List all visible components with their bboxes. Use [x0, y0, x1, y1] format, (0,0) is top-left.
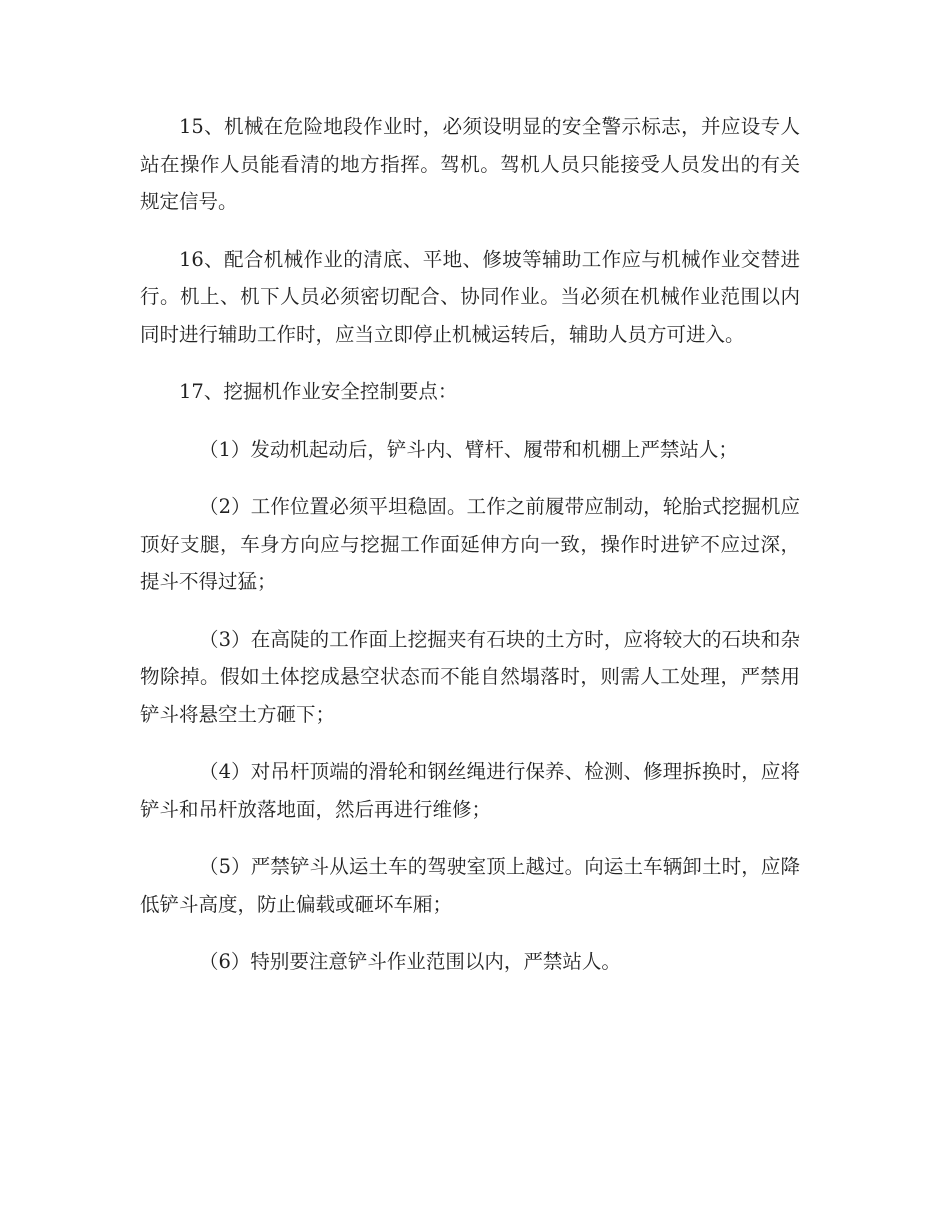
paragraph-item-17-heading: 17、挖掘机作业安全控制要点：	[179, 380, 458, 403]
paragraph-item-15: 15、机械在危险地段作业时，必须设明显的安全警示标志，并应设专人站在操作人员能看清的地方指挥。驾机。驾机人员只能接受人员发出的有关规定信号。	[140, 115, 800, 213]
sub-item-1: （1）发动机起动后，铲斗内、臂杆、履带和机棚上严禁站人；	[199, 437, 738, 461]
sub-item-5: （5）严禁铲斗从运土车的驾驶室顶上越过。向运土车辆卸土时，应降低铲斗高度，防止偏载或砸坏车厢；	[140, 855, 800, 916]
sub-item-3: （3）在高陡的工作面上挖掘夹有石块的土方时，应将较大的石块和杂物除掉。假如土体挖成悬空状态而不能自然塌落时，则需人工处理，严禁用铲斗将悬空土方砸下；	[140, 627, 800, 726]
sub-item-6: （6）特别要注意铲斗作业范围以内，严禁站人。	[199, 950, 621, 973]
sub-item-4: （4）对吊杆顶端的滑轮和钢丝绳进行保养、检测、修理拆换时，应将铲斗和吊杆放落地面，然后再进行维修；	[140, 760, 800, 821]
document-body	[140, 108, 800, 1001]
paragraph-item-16: 16、配合机械作业的清底、平地、修坡等辅助工作应与机械作业交替进行。机上、机下人员必须密切配合、协同作业。当必须在机械作业范围以内同时进行辅助工作时，应当立即停止机械运转后，辅助人员方可进入。	[140, 247, 800, 346]
sub-item-2: （2）工作位置必须平坦稳固。工作之前履带应制动，轮胎式挖掘机应顶好支腿，车身方向应与挖掘工作面延伸方向一致，操作时进铲不应过深，提斗不得过猛；	[140, 495, 800, 593]
